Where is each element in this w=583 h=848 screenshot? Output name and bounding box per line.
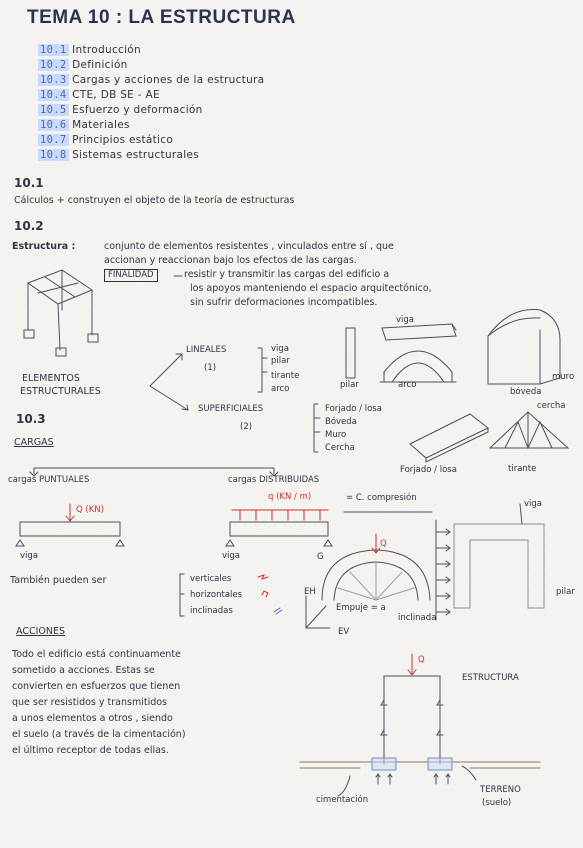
q-label: Q (418, 655, 425, 665)
superficiales-num: (2) (240, 422, 253, 432)
puntuales-label: cargas PUNTUALES (8, 475, 90, 485)
superficiales-item: Bóveda (325, 417, 357, 427)
pilar-label: pilar (556, 587, 575, 597)
boveda-sketch (488, 310, 560, 384)
section-heading: 10.3 (16, 412, 46, 426)
finalidad-box: FINALIDAD (104, 269, 158, 282)
toc-num: 10.2 (40, 59, 67, 71)
viga-label: viga (524, 499, 542, 509)
acciones-line: Todo el edificio está continuamente (12, 649, 181, 660)
superficiales-label: SUPERFICIALES (198, 404, 264, 414)
acciones-line: convierten en esfuerzos que tienen (12, 681, 181, 692)
ev-label: EV (338, 627, 350, 637)
toc-num: 10.8 (40, 149, 67, 161)
empuje-label: inclinada (398, 613, 437, 623)
cercha-label: cercha (537, 401, 566, 411)
toc-label: Materiales (72, 119, 130, 131)
forjado-label: Forjado / losa (400, 465, 457, 475)
frame-sketch-icon (24, 270, 98, 356)
toc-label: CTE, DB SE - AE (72, 89, 160, 101)
definition-label: Estructura : (12, 241, 76, 252)
toc-label: Definición (72, 59, 128, 71)
viga-label: viga (396, 315, 414, 325)
lineales-item: pilar (271, 356, 290, 366)
pilar-sketch (346, 328, 355, 378)
elementos-label: ESTRUCTURALES (20, 386, 101, 397)
terreno-label: TERRENO (480, 785, 521, 795)
toc-label: Sistemas estructurales (72, 149, 200, 161)
acciones-line: el suelo (a través de la cimentación) (12, 729, 186, 740)
side-load-frame-sketch (436, 504, 544, 620)
pilar-label: pilar (340, 380, 359, 390)
toc-label: Esfuerzo y deformación (72, 104, 203, 116)
tambien-text: También pueden ser (10, 575, 107, 586)
compresion-label: = C. compresión (346, 493, 417, 503)
lineales-item: arco (271, 384, 290, 394)
toc-label: Principios estático (72, 134, 174, 146)
superficiales-item: Forjado / losa (325, 404, 382, 414)
viga-sketch (382, 324, 456, 340)
estructura-label: ESTRUCTURA (462, 673, 519, 683)
finalidad-text: sin sufrir deformaciones incompatibles. (190, 297, 378, 308)
g-label: G (317, 552, 324, 562)
arco-sketch (380, 351, 456, 382)
page-title: TEMA 10 : LA ESTRUCTURA (27, 7, 296, 28)
cimentacion-label: cimentación (316, 795, 369, 805)
toc-num: 10.3 (40, 74, 67, 86)
muro-label: muro (552, 372, 575, 382)
arch-thrust-sketch (306, 534, 430, 628)
section-heading: 10.2 (14, 219, 44, 233)
orientation-item: inclinadas (190, 606, 233, 616)
definition-text: accionan y reaccionan bajo los efectos de las cargas. (104, 255, 357, 266)
cercha-sketch (490, 412, 568, 448)
arco-label: arco (398, 380, 417, 390)
acciones-line: sometido a acciones. Estas se (12, 665, 155, 676)
acciones-heading: ACCIONES (16, 626, 66, 637)
distribuidas-label: cargas DISTRIBUIDAS (228, 475, 320, 485)
eh-label: EH (304, 587, 316, 597)
puntual-beam-sketch (16, 504, 124, 546)
lineales-item: tirante (271, 371, 300, 381)
q-kn-label: Q (KN) (76, 505, 104, 515)
viga-label: viga (222, 551, 240, 561)
acciones-line: que ser resistidos y transmitidos (12, 697, 168, 708)
toc-num: 10.5 (40, 104, 67, 116)
section-text: Cálculos + construyen el objeto de la teoría de estructuras (14, 195, 295, 206)
forjado-sketch (410, 414, 488, 462)
toc-num: 10.7 (40, 134, 67, 146)
elementos-label: ELEMENTOS (22, 373, 80, 384)
distributed-beam-sketch (226, 510, 332, 546)
cargas-heading: CARGAS (14, 437, 54, 448)
acciones-line: el último receptor de todas ellas. (12, 745, 169, 756)
toc-num: 10.4 (40, 89, 67, 101)
viga-label: viga (20, 551, 38, 561)
lineales-num: (1) (204, 363, 217, 373)
definition-text: conjunto de elementos resistentes , vinculados entre sí , que (104, 241, 394, 252)
empuje-label: Empuje = a (336, 603, 386, 613)
frame-foundation-sketch (300, 654, 540, 796)
toc-num: 10.1 (40, 44, 67, 56)
orientation-item: horizontales (190, 590, 243, 600)
toc-label: Introducción (72, 44, 141, 56)
toc-num: 10.6 (40, 119, 67, 131)
terreno-label: (suelo) (482, 798, 512, 808)
acciones-line: a unos elementos a otros , siendo (12, 713, 173, 724)
lineales-label: LINEALES (186, 345, 227, 355)
q-label: Q (380, 539, 387, 549)
superficiales-item: Muro (325, 430, 347, 440)
toc-label: Cargas y acciones de la estructura (72, 74, 265, 86)
orientation-item: verticales (190, 574, 232, 584)
boveda-label: bóveda (510, 387, 542, 397)
finalidad-text: los apoyos manteniendo el espacio arquitectónico, (190, 283, 432, 294)
section-heading: 10.1 (14, 176, 44, 190)
lineales-item: viga (271, 344, 289, 354)
q-knm-label: q (KN / m) (268, 492, 312, 502)
finalidad-text: resistir y transmitir las cargas del edificio a (184, 269, 390, 280)
tirante-label: tirante (508, 464, 537, 474)
superficiales-item: Cercha (325, 443, 355, 453)
